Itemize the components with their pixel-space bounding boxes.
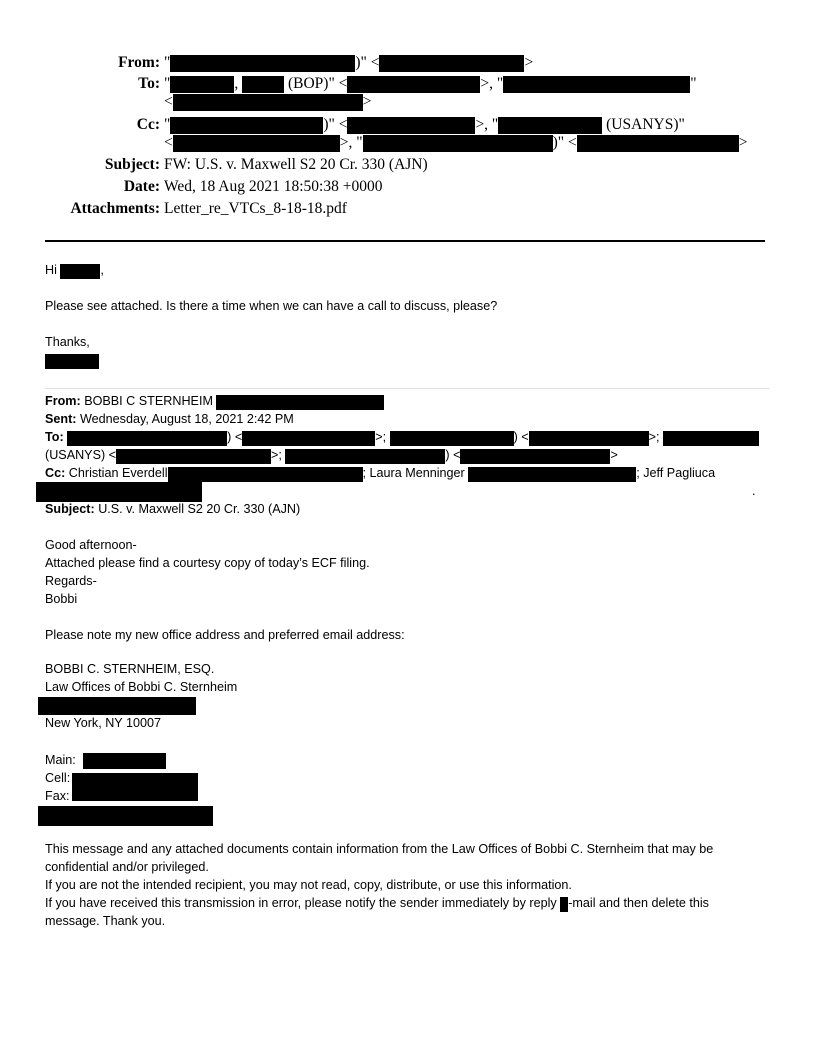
bobbi-greeting: Good afternoon- xyxy=(45,538,137,552)
bobbi-note: Please note my new office address and preferred email address: xyxy=(45,628,405,642)
redaction xyxy=(468,467,636,482)
disclaimer-line3: If you are not the intended recipient, you may not read, copy, distribute, or use this information. xyxy=(45,878,572,892)
disclaimer-line4a: If you have received this transmission in error, please notify the sender immediately by reply xyxy=(45,896,557,910)
redaction xyxy=(560,897,568,912)
redaction xyxy=(285,449,445,464)
fwd-sent-label: Sent: xyxy=(45,412,77,426)
redaction xyxy=(116,449,271,464)
fwd-sent-value: Wednesday, August 18, 2021 2:42 PM xyxy=(79,412,294,426)
bobbi-regards: Regards- xyxy=(45,574,97,588)
fwd-to-usanys: (USANYS) xyxy=(45,448,106,462)
to-bop: (BOP) xyxy=(287,75,329,92)
fwd-to-label: To: xyxy=(45,430,64,444)
fwd-cc-name2: Laura Menninger xyxy=(369,466,465,480)
redaction xyxy=(460,449,610,464)
sig-firm: Law Offices of Bobbi C. Sternheim xyxy=(45,680,238,694)
cc-label: Cc: xyxy=(136,116,160,133)
fwd-to-line: To: ) < >; ) < >; xyxy=(45,430,759,446)
disclaimer-line5: message. Thank you. xyxy=(45,914,166,928)
date-value: Wed, 18 Aug 2021 18:50:38 +0000 xyxy=(164,178,383,195)
redaction xyxy=(60,264,100,279)
fwd-from-label: From: xyxy=(45,394,81,408)
fax-label: Fax: xyxy=(45,789,70,803)
redaction xyxy=(67,431,227,446)
redaction xyxy=(663,431,759,446)
redaction xyxy=(503,76,690,93)
fwd-cc-label: Cc: xyxy=(45,466,66,480)
fwd-cc-line: Cc: Christian Everdell ; Laura Menninger ; Jeff Pagliuca xyxy=(45,466,716,480)
to-value: " , (BOP)" < >, " " xyxy=(164,75,697,92)
disclaimer-line2: confidential and/or privileged. xyxy=(45,860,209,874)
fwd-to-line-cont: (USANYS) < >; ) < > xyxy=(45,448,618,462)
fwd-cc-name1: Christian Everdell xyxy=(68,466,168,480)
attachments-label: Attachments: xyxy=(70,200,160,217)
fwd-subject-line xyxy=(45,502,300,516)
greeting-line: Hi , xyxy=(45,263,104,277)
redaction xyxy=(168,467,363,482)
fwd-subject-label: Subject: xyxy=(45,502,95,516)
fwd-cc-name3: Jeff Pagliuca xyxy=(643,466,716,480)
redaction xyxy=(363,135,553,152)
sig-city: New York, NY 10007 xyxy=(45,716,161,730)
redaction xyxy=(498,117,602,134)
disclaimer-line4 xyxy=(45,896,709,912)
cell-fax-redaction xyxy=(72,773,198,801)
fwd-from-line xyxy=(45,394,384,410)
redaction xyxy=(529,431,649,446)
thanks: Thanks, xyxy=(45,335,90,349)
email-redaction xyxy=(38,806,213,826)
greeting: Hi xyxy=(45,263,57,277)
redaction xyxy=(347,76,480,93)
redaction xyxy=(173,94,363,111)
fwd-from-name: BOBBI C STERNHEIM xyxy=(84,394,213,408)
main-redaction xyxy=(83,753,166,769)
disclaimer-line4b: -mail and then delete this xyxy=(568,896,709,910)
cc-redaction xyxy=(36,482,202,502)
address-redaction xyxy=(38,697,196,715)
redaction xyxy=(170,55,355,72)
subject-label: Subject: xyxy=(104,156,160,173)
from-label: From: xyxy=(118,54,160,71)
redaction xyxy=(170,76,234,93)
redaction xyxy=(216,395,384,410)
header-divider xyxy=(45,240,765,242)
bobbi-name: Bobbi xyxy=(45,592,78,606)
fwd-subject-value: U.S. v. Maxwell S2 20 Cr. 330 (AJN) xyxy=(98,502,301,516)
attachment-name[interactable]: Letter_re_VTCs_8-18-18.pdf xyxy=(164,200,347,217)
from-value: " )" < > xyxy=(164,54,534,71)
bobbi-line1: Attached please find a courtesy copy of today’s ECF filing. xyxy=(45,556,370,570)
redaction xyxy=(242,76,284,93)
to-label: To: xyxy=(138,75,160,92)
redaction xyxy=(242,431,375,446)
redaction xyxy=(390,431,514,446)
cc-trailing-dot: . xyxy=(752,484,756,498)
disclaimer-line1: This message and any attached documents contain information from the Law Offices of Bobbi C. Sternheim that may be xyxy=(45,842,714,856)
to-value-cont: < > xyxy=(164,93,372,110)
signature-redaction xyxy=(45,354,99,369)
redaction xyxy=(170,117,323,134)
redaction xyxy=(577,135,739,152)
fwd-sent-line xyxy=(45,412,294,426)
sig-name: BOBBI C. STERNHEIM, ESQ. xyxy=(45,662,215,676)
main-label: Main: xyxy=(45,753,76,767)
message-line: Please see attached. Is there a time when we can have a call to discuss, please? xyxy=(45,299,498,313)
subject-value: FW: U.S. v. Maxwell S2 20 Cr. 330 (AJN) xyxy=(164,156,428,173)
cc-usanys: (USANYS) xyxy=(606,116,679,133)
date-label: Date: xyxy=(123,178,160,195)
cell-label: Cell: xyxy=(45,771,71,785)
cc-value: " )" < >, " (USANYS)" xyxy=(164,116,685,133)
redaction xyxy=(173,135,340,152)
forward-divider xyxy=(45,388,770,389)
cc-value-cont: < >, " )" < > xyxy=(164,134,748,151)
redaction xyxy=(347,117,475,134)
redaction xyxy=(379,55,524,72)
